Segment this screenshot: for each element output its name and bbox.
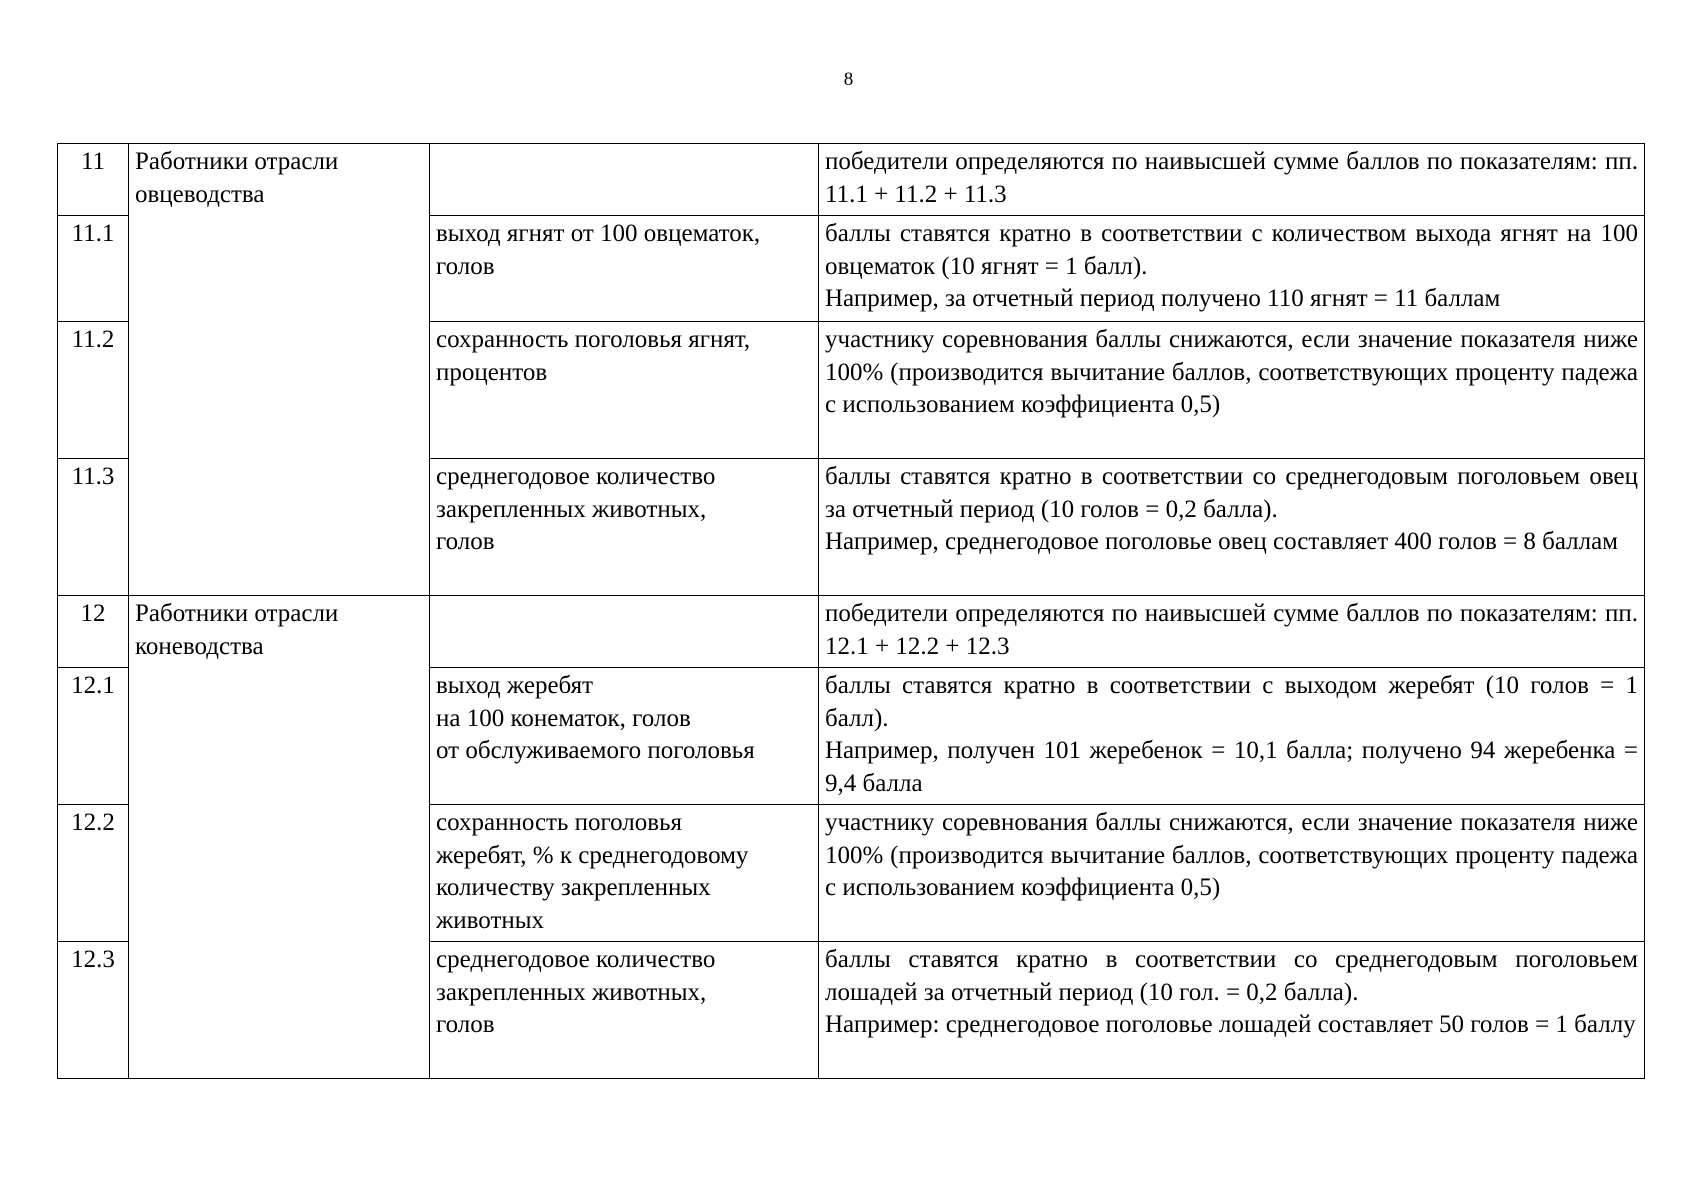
row-number: 11.1 xyxy=(58,216,129,322)
page-number: 8 xyxy=(843,69,854,90)
description-paragraph: баллы ставятся кратно в соответствии со среднегодовым поголовьем овец за отчетный период (10 голов = 0,2 балла). xyxy=(825,463,1638,523)
category-line: овцеводства xyxy=(135,180,265,208)
description-cell xyxy=(819,668,1645,805)
row-number: 12.2 xyxy=(58,805,129,942)
description-cell xyxy=(819,144,1645,216)
description-paragraph: участнику соревнования баллы снижаются, если значение показателя ниже 100% (производится вычитание баллов, соответствующих проценту падежа с использованием коэффициента 0,5) xyxy=(825,326,1638,418)
indicator-line: сохранность поголовья xyxy=(436,809,682,836)
indicator-cell xyxy=(430,216,819,322)
description-paragraph: Например: среднегодовое поголовье лошадей составляет 50 голов = 1 баллу xyxy=(825,1011,1636,1038)
category-cell xyxy=(129,596,430,1079)
indicator-line: голов xyxy=(436,528,495,555)
description-paragraph: Например, среднегодовое поголовье овец составляет 400 голов = 8 баллам xyxy=(825,528,1619,555)
description-cell xyxy=(819,596,1645,668)
row-number: 11.2 xyxy=(58,322,129,459)
description-paragraph: победители определяются по наивысшей сумме баллов по показателям: пп. 11.1 + 11.2 + 11.3 xyxy=(825,148,1638,208)
indicator-line: голов xyxy=(436,1011,495,1038)
indicator-line: на 100 конематок, голов xyxy=(436,704,691,732)
table-row xyxy=(58,144,1645,216)
criteria-table xyxy=(57,143,1645,1079)
description-cell xyxy=(819,216,1645,322)
indicator-cell xyxy=(430,668,819,805)
indicator-line: животных xyxy=(436,906,545,934)
indicator-cell xyxy=(430,805,819,942)
description-paragraph: баллы ставятся кратно в соответствии с количеством выхода ягнят на 100 овцематок (10 ягнят = 1 балл). xyxy=(825,220,1638,280)
category-line: Работники отрасли xyxy=(135,148,339,175)
category-cell xyxy=(129,144,430,596)
indicator-line: сохранность поголовья ягнят, xyxy=(436,326,751,353)
description-paragraph: участнику соревнования баллы снижаются, если значение показателя ниже 100% (производится вычитание баллов, соответствующих проценту падежа с использованием коэффициента 0,5) xyxy=(825,809,1638,901)
description-cell xyxy=(819,805,1645,942)
description-paragraph: Например, за отчетный период получено 110 ягнят = 11 баллам xyxy=(825,285,1501,312)
description-cell xyxy=(819,942,1645,1079)
indicator-cell xyxy=(430,459,819,596)
indicator-line: среднегодовое количество xyxy=(436,946,716,973)
description-paragraph: баллы ставятся кратно в соответствии со среднегодовым поголовьем лошадей за отчетный период (10 гол. = 0,2 балла). xyxy=(825,946,1638,1006)
table-row xyxy=(58,596,1645,668)
indicator-cell xyxy=(430,144,819,216)
indicator-line: процентов xyxy=(436,358,548,386)
indicator-cell xyxy=(430,322,819,459)
row-number: 12 xyxy=(58,596,129,668)
description-cell xyxy=(819,459,1645,596)
indicator-line: закрепленных животных, xyxy=(436,978,707,1006)
indicator-line: жеребят, % к среднегодовому xyxy=(436,841,749,869)
indicator-cell xyxy=(430,942,819,1079)
indicator-line: среднегодовое количество xyxy=(436,463,716,490)
indicator-line: голов xyxy=(436,252,495,280)
indicator-line: от обслуживаемого поголовья xyxy=(436,737,755,764)
indicator-line: закрепленных животных, xyxy=(436,495,707,523)
description-cell xyxy=(819,322,1645,459)
indicator-line: выход жеребят xyxy=(436,672,594,699)
category-line: коневодства xyxy=(135,632,264,660)
indicator-line: выход ягнят от 100 овцематок, xyxy=(436,220,761,247)
row-number: 11.3 xyxy=(58,459,129,596)
description-paragraph: победители определяются по наивысшей сумме баллов по показателям: пп. 12.1 + 12.2 + 12.3 xyxy=(825,600,1638,660)
indicator-cell xyxy=(430,596,819,668)
row-number: 12.1 xyxy=(58,668,129,805)
description-paragraph: баллы ставятся кратно в соответствии с выходом жеребят (10 голов = 1 балл). xyxy=(825,672,1638,732)
category-line: Работники отрасли xyxy=(135,600,339,627)
description-paragraph: Например, получен 101 жеребенок = 10,1 балла; получено 94 жеребенка = 9,4 балла xyxy=(825,737,1638,797)
row-number: 12.3 xyxy=(58,942,129,1079)
indicator-line: количеству закрепленных xyxy=(436,874,711,901)
row-number: 11 xyxy=(58,144,129,216)
